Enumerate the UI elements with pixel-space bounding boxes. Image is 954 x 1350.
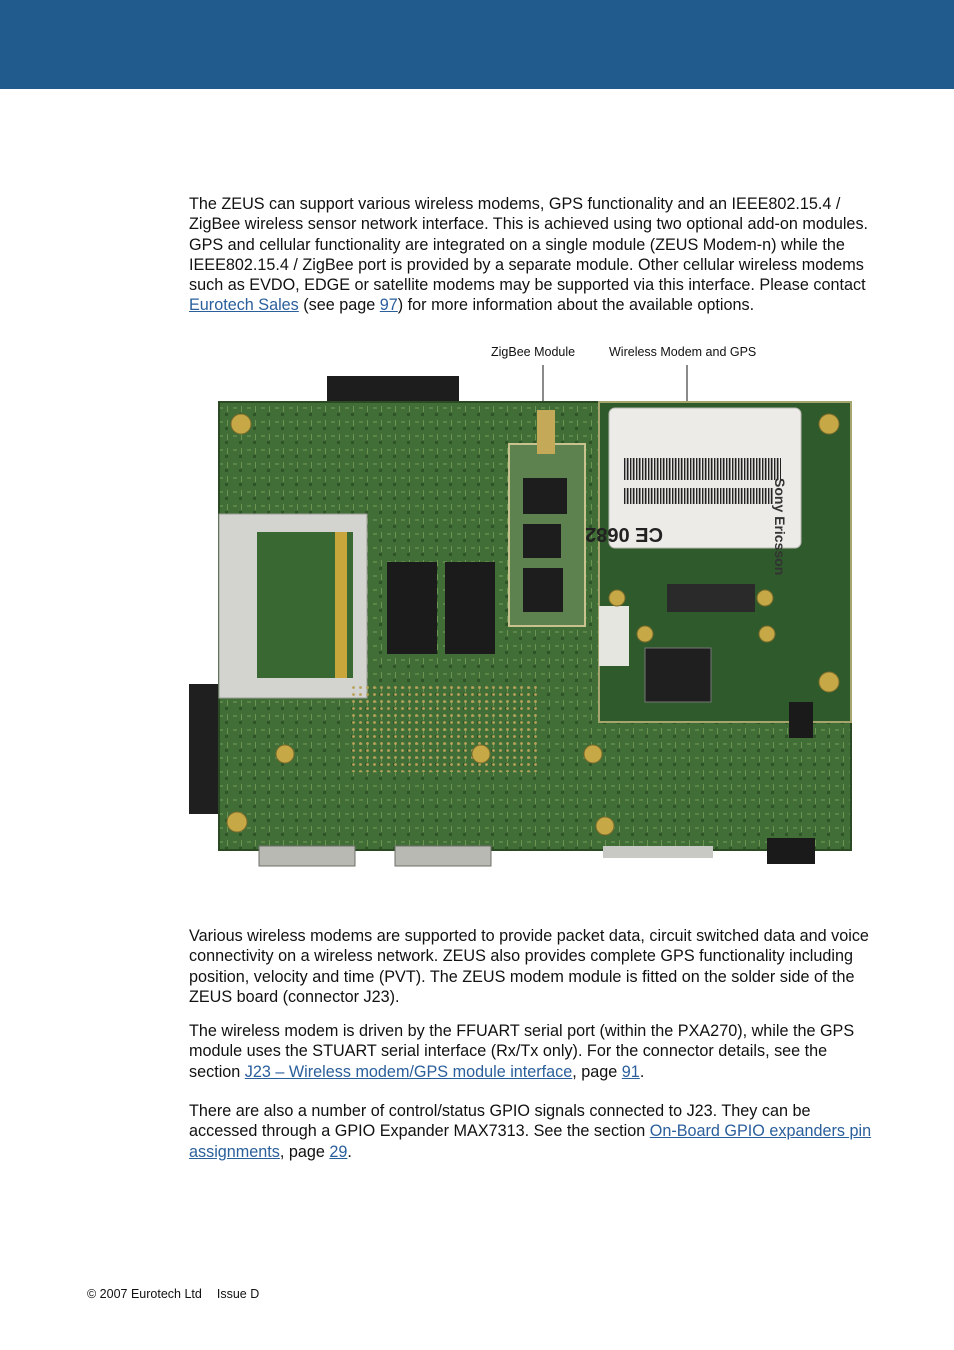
j23-section-link[interactable]: J23 – Wireless modem/GPS module interface: [244, 1062, 573, 1081]
serial-ports-paragraph: The wireless modem is driven by the FFUART serial port (within the PXA270), while the GPS module uses the STUART serial interface (Rx/Tx only). For the connector details, see the section J23 – Wireless modem/GPS module interface, page 91.: [189, 1022, 855, 1081]
zigbee-antenna-connector: [537, 410, 555, 454]
modem-callout-label: Wireless Modem and GPS: [609, 345, 757, 359]
gpio-expanders-link[interactable]: On-Board GPIO expanders pin assignments: [189, 1122, 872, 1161]
zigbee-chip-2: [523, 524, 561, 558]
modem-barcode-2: [623, 488, 773, 504]
mounting-hole: [757, 590, 773, 606]
zigbee-chip-1: [523, 478, 567, 514]
serial-connector-2: [395, 846, 491, 866]
footer-issue: Issue D: [216, 1287, 260, 1301]
memory-chip-2: [445, 562, 495, 654]
power-jack: [767, 838, 815, 864]
header-band: [0, 0, 954, 89]
cf-slot-pins: [335, 532, 347, 678]
modem-board-connector: [667, 584, 755, 612]
via-field: [349, 682, 539, 772]
mounting-hole: [231, 414, 251, 434]
mounting-hole: [819, 414, 839, 434]
eurotech-sales-link[interactable]: Eurotech Sales: [189, 296, 299, 315]
ce-mark-text: CE 0682: [585, 523, 663, 545]
zigbee-chip-3: [523, 568, 563, 612]
mounting-hole: [596, 817, 614, 835]
mounting-hole: [637, 626, 653, 642]
footer-copyright: © 2007 Eurotech Ltd: [87, 1287, 202, 1301]
mounting-hole: [819, 672, 839, 692]
zeus-board-photo: [189, 362, 855, 870]
sim-card-holder: [645, 648, 711, 702]
mounting-hole: [609, 590, 625, 606]
mounting-hole: [472, 745, 490, 763]
modem-barcode-1: [623, 458, 781, 480]
mounting-hole: [227, 812, 247, 832]
sony-ericsson-text: Sony Ericsson: [772, 478, 788, 576]
modem-description-paragraph: Various wireless modems are supported to provide packet data, circuit switched data and voice connectivity on a wireless network. ZEUS also provides complete GPS functionality including position, velocity and time (PVT). The ZEUS modem module is fitted on the solder side of the ZEUS board (connector J23).: [189, 927, 869, 1006]
side-connector: [789, 702, 813, 738]
j9-connector: [599, 606, 629, 666]
page-91-link[interactable]: 91: [621, 1062, 640, 1081]
mounting-hole: [584, 745, 602, 763]
gpio-paragraph: There are also a number of control/status GPIO signals connected to J23. They can be accessed through a GPIO Expander MAX7313. See the section On-Board GPIO expanders pin assignments, page 29.: [189, 1102, 872, 1161]
zigbee-callout-label: ZigBee Module: [491, 345, 576, 359]
intro-paragraph: The ZEUS can support various wireless modems, GPS functionality and an IEEE802.15.4 / ZigBee wireless sensor network interface. This is achieved using two optional add-on modules. GPS and cellular functionality are integrated on a single module (ZEUS Modem-n) while the IEEE802.15.4 / ZigBee port is provided by a separate module. Other cellular wireless modems such as EVDO, EDGE or satellite modems may be supported via this interface. Please contact Eurotech Sales (see page 97) for more information about the available options.: [189, 195, 869, 315]
mounting-hole: [276, 745, 294, 763]
serial-connector-1: [259, 846, 355, 866]
memory-chip-1: [387, 562, 437, 654]
page-29-link[interactable]: 29: [329, 1142, 348, 1161]
mounting-hole: [759, 626, 775, 642]
page-97-link[interactable]: 97: [379, 296, 398, 315]
page-footer: [87, 1287, 259, 1301]
bottom-connector: [603, 846, 713, 858]
